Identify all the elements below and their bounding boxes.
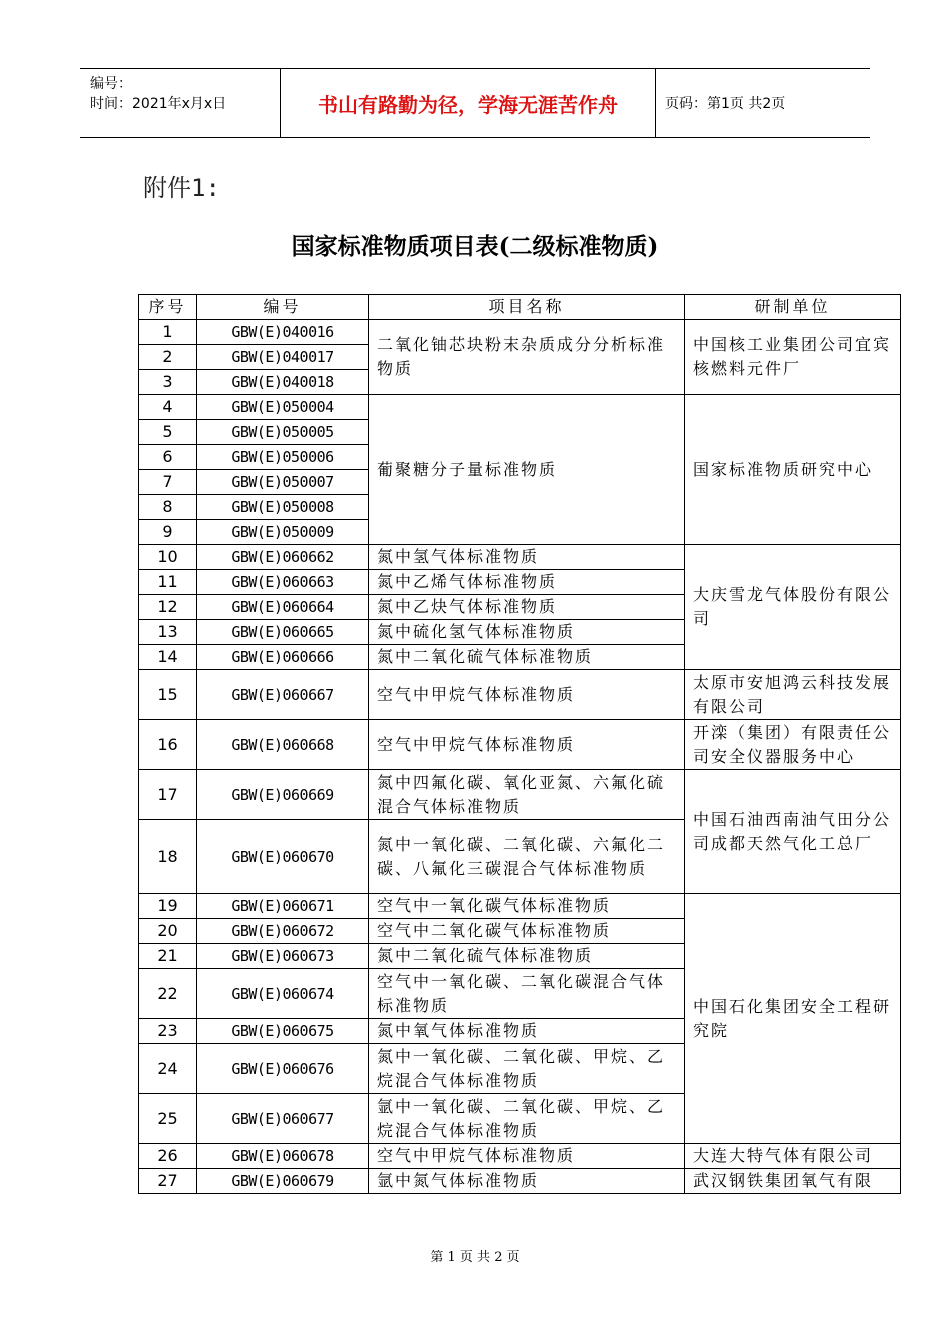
- cell-code: GBW(E)060662: [197, 545, 369, 570]
- cell-no: 1: [139, 320, 197, 345]
- cell-code: GBW(E)060673: [197, 944, 369, 969]
- cell-code: GBW(E)050005: [197, 420, 369, 445]
- cell-no: 12: [139, 595, 197, 620]
- document-header: [80, 68, 870, 138]
- cell-unit: 太原市安旭鸿云科技发展有限公司: [685, 670, 901, 720]
- cell-code: GBW(E)060674: [197, 969, 369, 1019]
- cell-code: GBW(E)050004: [197, 395, 369, 420]
- cell-code: GBW(E)060672: [197, 919, 369, 944]
- cell-name: 二氧化铀芯块粉末杂质成分分析标准物质: [369, 320, 685, 395]
- cell-no: 24: [139, 1044, 197, 1094]
- cell-code: GBW(E)060679: [197, 1169, 369, 1194]
- table-header-row: [139, 295, 901, 320]
- cell-code: GBW(E)040016: [197, 320, 369, 345]
- cell-no: 3: [139, 370, 197, 395]
- cell-code: GBW(E)040017: [197, 345, 369, 370]
- cell-code: GBW(E)040018: [197, 370, 369, 395]
- table-row: [139, 894, 901, 919]
- cell-name: 空气中甲烷气体标准物质: [369, 720, 685, 770]
- page-title: 国家标准物质项目表(二级标准物质): [291, 233, 659, 260]
- date-label: 时间：2021年x月x日: [90, 96, 227, 112]
- cell-unit: 中国核工业集团公司宜宾核燃料元件厂: [685, 320, 901, 395]
- cell-no: 21: [139, 944, 197, 969]
- col-header-name: 项目名称: [369, 295, 685, 320]
- cell-name: 空气中二氧化碳气体标准物质: [369, 919, 685, 944]
- cell-no: 22: [139, 969, 197, 1019]
- page-footer: 第 1 页 共 2 页: [430, 1250, 520, 1265]
- cell-unit: 国家标准物质研究中心: [685, 395, 901, 545]
- cell-code: GBW(E)060675: [197, 1019, 369, 1044]
- motto: 书山有路勤为径，学海无涯苦作舟: [280, 69, 656, 137]
- table-row: [139, 320, 901, 345]
- cell-name: 氮中二氧化硫气体标准物质: [369, 944, 685, 969]
- cell-no: 10: [139, 545, 197, 570]
- cell-code: GBW(E)060669: [197, 770, 369, 820]
- cell-unit: 中国石油西南油气田分公司成都天然气化工总厂: [685, 770, 901, 894]
- standards-table: [138, 294, 901, 1194]
- cell-no: 13: [139, 620, 197, 645]
- table-row: [139, 670, 901, 720]
- cell-no: 18: [139, 820, 197, 894]
- table-row: [139, 545, 901, 570]
- page-label: 页码：第1页 共2页: [665, 96, 786, 112]
- cell-no: 2: [139, 345, 197, 370]
- cell-no: 15: [139, 670, 197, 720]
- cell-name: 氩中一氧化碳、二氧化碳、甲烷、乙烷混合气体标准物质: [369, 1094, 685, 1144]
- cell-code: GBW(E)060678: [197, 1144, 369, 1169]
- cell-name: 氮中氢气体标准物质: [369, 545, 685, 570]
- cell-unit: 武汉钢铁集团氧气有限: [685, 1169, 901, 1194]
- table-row: [139, 1169, 901, 1194]
- cell-code: GBW(E)050007: [197, 470, 369, 495]
- cell-name: 空气中甲烷气体标准物质: [369, 1144, 685, 1169]
- cell-unit: 中国石化集团安全工程研究院: [685, 894, 901, 1144]
- cell-code: GBW(E)060664: [197, 595, 369, 620]
- cell-code: GBW(E)060668: [197, 720, 369, 770]
- cell-code: GBW(E)060667: [197, 670, 369, 720]
- cell-code: GBW(E)060665: [197, 620, 369, 645]
- cell-no: 4: [139, 395, 197, 420]
- cell-no: 6: [139, 445, 197, 470]
- cell-code: GBW(E)060671: [197, 894, 369, 919]
- cell-no: 14: [139, 645, 197, 670]
- cell-code: GBW(E)060670: [197, 820, 369, 894]
- table-row: [139, 720, 901, 770]
- cell-no: 7: [139, 470, 197, 495]
- cell-name: 空气中一氧化碳气体标准物质: [369, 894, 685, 919]
- cell-name: 氮中乙炔气体标准物质: [369, 595, 685, 620]
- cell-no: 25: [139, 1094, 197, 1144]
- cell-unit: 开滦（集团）有限责任公司安全仪器服务中心: [685, 720, 901, 770]
- cell-name: 氮中氧气体标准物质: [369, 1019, 685, 1044]
- cell-no: 26: [139, 1144, 197, 1169]
- header-left-cell: [80, 69, 280, 137]
- cell-code: GBW(E)060663: [197, 570, 369, 595]
- cell-no: 5: [139, 420, 197, 445]
- cell-name: 氮中一氧化碳、二氧化碳、甲烷、乙烷混合气体标准物质: [369, 1044, 685, 1094]
- cell-code: GBW(E)050009: [197, 520, 369, 545]
- cell-code: GBW(E)060666: [197, 645, 369, 670]
- cell-code: GBW(E)050006: [197, 445, 369, 470]
- number-label: 编号：: [90, 76, 132, 92]
- cell-no: 19: [139, 894, 197, 919]
- table-row: [139, 1144, 901, 1169]
- cell-name: 氮中一氧化碳、二氧化碳、六氟化二碳、八氟化三碳混合气体标准物质: [369, 820, 685, 894]
- col-header-code: 编号: [197, 295, 369, 320]
- cell-no: 16: [139, 720, 197, 770]
- cell-code: GBW(E)050008: [197, 495, 369, 520]
- cell-unit: 大连大特气体有限公司: [685, 1144, 901, 1169]
- cell-no: 20: [139, 919, 197, 944]
- cell-no: 8: [139, 495, 197, 520]
- cell-no: 11: [139, 570, 197, 595]
- cell-name: 氮中乙烯气体标准物质: [369, 570, 685, 595]
- col-header-unit: 研制单位: [685, 295, 901, 320]
- cell-name: 氮中硫化氢气体标准物质: [369, 620, 685, 645]
- cell-no: 9: [139, 520, 197, 545]
- cell-no: 17: [139, 770, 197, 820]
- cell-no: 23: [139, 1019, 197, 1044]
- cell-name: 氮中四氟化碳、氧化亚氮、六氟化硫混合气体标准物质: [369, 770, 685, 820]
- cell-unit: 大庆雪龙气体股份有限公司: [685, 545, 901, 670]
- cell-code: GBW(E)060676: [197, 1044, 369, 1094]
- table-row: [139, 770, 901, 820]
- table-row: [139, 395, 901, 420]
- col-header-no: 序号: [139, 295, 197, 320]
- cell-name: 空气中甲烷气体标准物质: [369, 670, 685, 720]
- cell-name: 氩中氮气体标准物质: [369, 1169, 685, 1194]
- cell-name: 葡聚糖分子量标准物质: [369, 395, 685, 545]
- cell-no: 27: [139, 1169, 197, 1194]
- cell-name: 氮中二氧化硫气体标准物质: [369, 645, 685, 670]
- cell-code: GBW(E)060677: [197, 1094, 369, 1144]
- cell-name: 空气中一氧化碳、二氧化碳混合气体标准物质: [369, 969, 685, 1019]
- annex-label: 附件1:: [143, 174, 220, 202]
